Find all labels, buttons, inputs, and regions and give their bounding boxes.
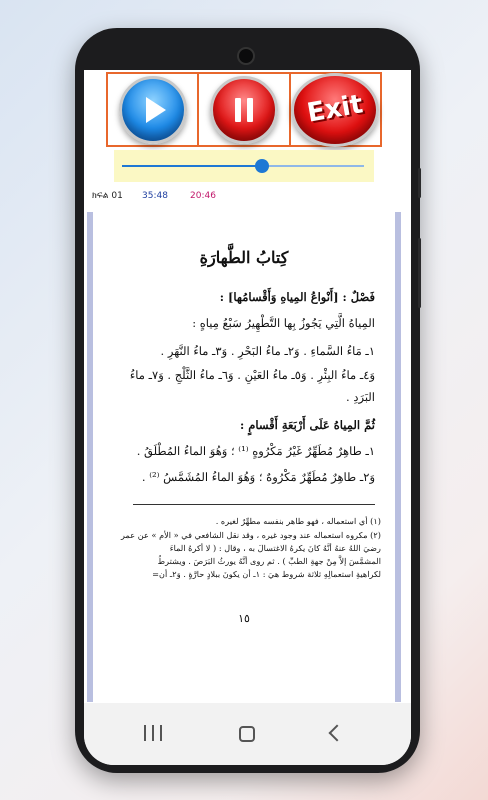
player-controls — [106, 72, 382, 147]
chapter-title: كِتابُ الطَّهارَةِ — [199, 248, 289, 267]
seek-thumb[interactable] — [255, 159, 269, 173]
exit-button[interactable] — [291, 74, 380, 145]
text-line: البَرَدِ . — [346, 390, 375, 404]
text-line: وَ٤ـ ماءُ البِئْرِ . وَ٥ـ ماءُ العَيْنِ . وَ٦ـ ماءُ الثَّلْجِ . وَ٧ـ ماءُ — [129, 368, 375, 382]
footnote-line: لكراهيةِ استعمالِهِ ثلاثة شروط هيَ : ١ـ أن يكونَ ببلادٍ حارَّةٍ . وَ٢ـ أن= — [152, 569, 381, 579]
time-row — [92, 191, 402, 205]
footnote-line: (١) أي استعماله ، فهو طاهر بنفسه مطهِّرٌ لغيره . — [215, 516, 381, 526]
footnote-divider — [133, 504, 375, 505]
book-page[interactable] — [93, 212, 395, 702]
volume-button — [418, 168, 421, 198]
recent-apps-icon — [152, 725, 154, 741]
recent-apps-icon — [160, 725, 162, 741]
back-button[interactable] — [322, 721, 352, 747]
track-label: ክፍል 01 — [92, 191, 123, 201]
home-button[interactable] — [232, 721, 262, 747]
text-line: ١ـ مَاءُ السَّماءِ . وَ٢ـ ماءُ البَحْرِ . وَ٣ـ ماءُ النَّهَرِ . — [160, 344, 375, 358]
front-camera-icon — [237, 47, 255, 65]
exit-icon — [291, 73, 379, 147]
play-button[interactable] — [108, 74, 199, 145]
footnote-line: رضيَ اللهُ عنهُ أنَّهُ كانَ يكرهُ الاغتسالَ به ، وقال : ( لا أكرهُ الماءَ — [169, 543, 381, 553]
text-line: ثُمَّ المِياهُ عَلَى أَرْبَعَةِ أَقْسامٍ : — [240, 418, 375, 432]
play-icon — [119, 76, 187, 144]
text-line: فَصْلٌ : [أَنْواعُ المِياهِ وَأَقْسامُها] : — [219, 290, 375, 304]
app-screen — [84, 70, 411, 765]
system-nav-bar — [84, 703, 411, 765]
text-line: المِياهُ الَّتِي يَجُوزُ بِها التَّطْهِيرُ سَبْعُ مِياهٍ : — [192, 316, 375, 330]
text-line: ١ـ طاهِرٌ مُطَهِّرٌ غَيْرُ مَكْرُوهٍ ⁽¹⁾ ؛ وَهُوَ الماءُ المُطْلَقُ . — [136, 444, 375, 458]
book-page-frame — [87, 212, 401, 702]
footnote-line: المشمَّسَ إلاَّ مِنْ جهةِ الطبِّ ) . ثم روى أنَّهُ يورثُ البَرَصَ . ويشترطُ — [157, 556, 381, 566]
home-icon — [239, 726, 255, 742]
current-time: 35:48 — [142, 191, 168, 201]
back-icon — [329, 725, 346, 742]
power-button — [418, 238, 421, 308]
text-line: وَ٢ـ طاهِرٌ مُطَهِّرٌ مَكْرُوهٌ ؛ وَهُوَ الماءُ المُشَمَّسُ ⁽²⁾ . — [141, 470, 375, 484]
seek-bar[interactable] — [114, 150, 374, 182]
seek-track[interactable] — [122, 165, 364, 167]
recent-apps-button[interactable] — [139, 721, 169, 747]
pause-icon — [210, 76, 278, 144]
seek-progress — [122, 165, 262, 167]
footnote-line: (٢) مكروه استعماله عند وجود غيره ، وقد نقل الشافعي في « الأم » عن عمر — [121, 530, 381, 540]
pause-button[interactable] — [199, 74, 290, 145]
total-time: 20:46 — [190, 191, 216, 201]
page-number: ١٥ — [238, 612, 250, 625]
exit-label: Exit — [305, 88, 366, 129]
recent-apps-icon — [144, 725, 146, 741]
